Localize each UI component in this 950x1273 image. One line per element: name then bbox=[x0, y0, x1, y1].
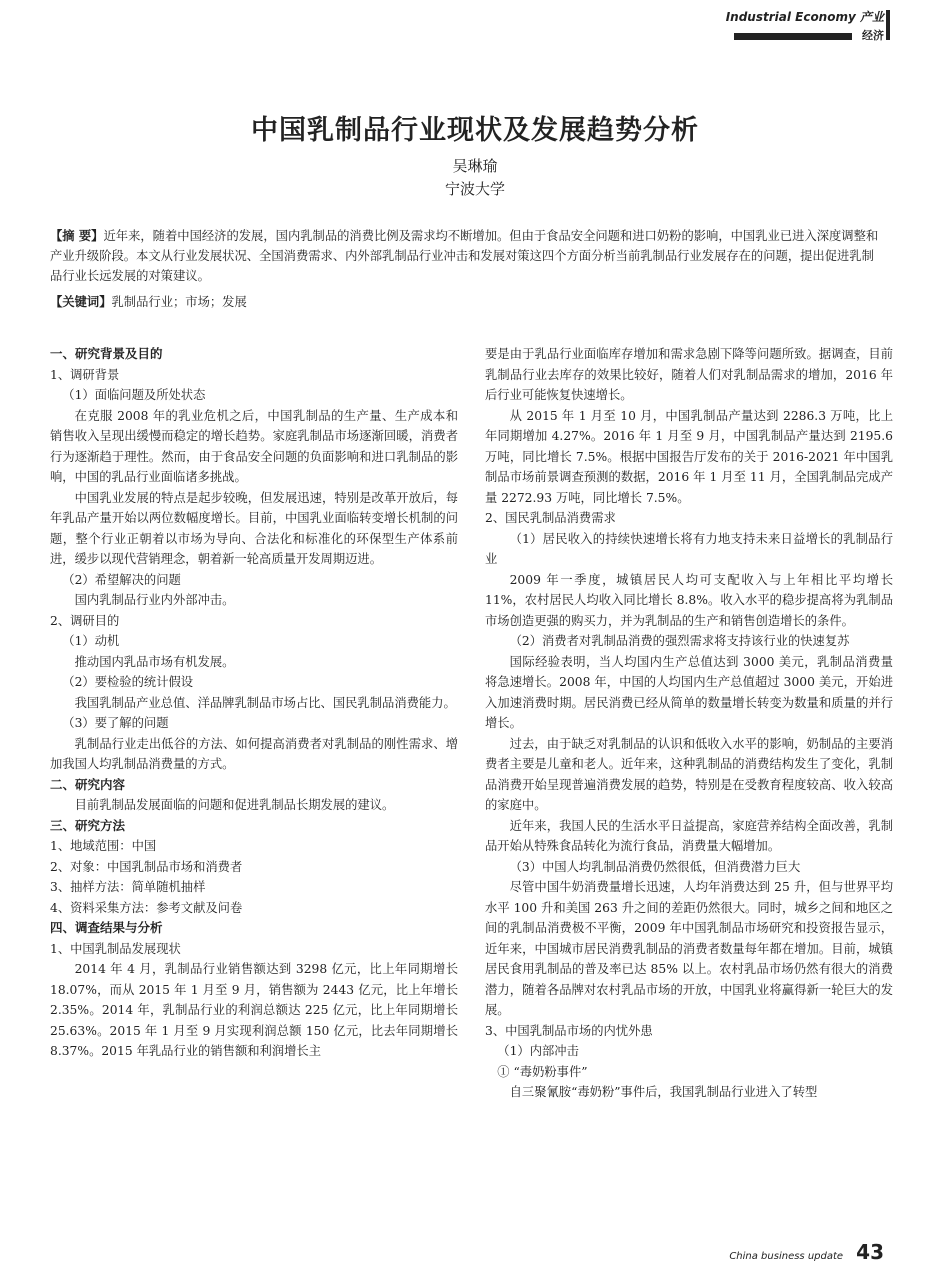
paragraph: 推动国内乳品市场有机发展。 bbox=[74, 654, 235, 669]
right-column bbox=[485, 344, 893, 1103]
subsection-heading: （1）面临问题及所处状态 bbox=[62, 388, 206, 402]
subsection-heading: 1、中国乳制品发展现状 bbox=[50, 941, 181, 956]
paragraph: 尽管中国牛奶消费量增长迅速，人均年消费达到 25 升，但与世界平均水平 100 升和美国 263 升之间的差距仍然很大。同时，城乡之间和地区之间的乳制品消费极不平衡，2009 年中国乳制品市场研究和投资报告显示，近年来，中国城市居民消费乳制品的消费者数量每年都在增加。目前，城镇居民食用乳制品的普及率已达 85% 以上。农村乳品市场仍然有很大的消费潜力，随着各品牌对农村乳品市场的开放，中国乳业将赢得新一轮巨大的发展。 bbox=[485, 880, 893, 1017]
subsection-heading: （2）要检验的统计假设 bbox=[62, 675, 194, 689]
paragraph: 过去，由于缺乏对乳制品的认识和低收入水平的影响，奶制品的主要消费者主要是儿童和老人。近年来，这种乳制品的消费结构发生了变化，乳制品消费开始呈现普遍消费发展的趋势，特别是在受教育程度较高、收入较高的家庭中。 bbox=[485, 736, 893, 812]
subsection-heading: ① “毒奶粉事件” bbox=[497, 1064, 588, 1079]
keywords-label: 【关键词】 bbox=[50, 294, 112, 309]
paragraph: 国内乳制品行业内外部冲击。 bbox=[74, 593, 235, 607]
paragraph: 2014 年 4 月，乳制品行业销售额达到 3298 亿元，比上年同期增长 18.07%，而从 2015 年 1 月至 9 月，销售额为 2443 亿元，比上年增长 2.35%。2014 年，乳制品行业的利润总额达 225 亿元，比上年同期增长 25.63%。2015 年 1 月至 9 月实现利润总额 150 亿元，比去年同期增长 8.37%。2015 年乳品行业的销售额和利润增长主 bbox=[50, 962, 458, 1058]
article-title: 中国乳制品行业现状及发展趋势分析 bbox=[251, 115, 699, 146]
subsection-heading: 2、国民乳制品消费需求 bbox=[485, 511, 616, 525]
paragraph: 在克服 2008 年的乳业危机之后，中国乳制品的生产量、生产成本和销售收入呈现出缓慢而稳定的增长趋势。家庭乳制品市场逐渐回暖，消费者行为逐渐趋于理性。然而，由于食品安全问题的负面影响和进口乳制品的影响，中国的乳品行业面临诸多挑战。 bbox=[50, 408, 458, 484]
masthead-block bbox=[886, 10, 890, 40]
subsection-heading: 2、调研目的 bbox=[50, 613, 120, 628]
section-heading: 一、研究背景及目的 bbox=[50, 346, 163, 361]
journal-name-cn-1: 产业 bbox=[859, 10, 884, 24]
left-column bbox=[50, 344, 458, 1062]
subsection-heading: 2、对象：中国乳制品市场和消费者 bbox=[50, 859, 243, 874]
author-name: 吴琳瑜 bbox=[452, 157, 498, 175]
paragraph: 从 2015 年 1 月至 10 月，中国乳制品产量达到 2286.3 万吨，比上年同期增加 4.27%。2016 年 1 月至 9 月，中国乳制品产量达到 2195.6 万吨，同比增长 7.5%。根据中国报告厅发布的关于 2016-2021 年中国乳制品市场前景调查预测的数据，2016 年 1 月至 11 月，全国乳制品完成产量 2272.93 万吨，同比增长 7.5%。 bbox=[485, 408, 893, 505]
author-affiliation: 宁波大学 bbox=[444, 180, 505, 198]
subsection-heading: 1、地域范围：中国 bbox=[50, 839, 157, 853]
subsection-heading: （2）希望解决的问题 bbox=[62, 572, 181, 587]
subsection-heading: （3）要了解的问题 bbox=[62, 716, 169, 730]
paragraph: 目前乳制品发展面临的问题和促进乳制品长期发展的建议。 bbox=[74, 798, 395, 812]
journal-masthead bbox=[726, 8, 884, 43]
paragraph: 国际经验表明，当人均国内生产总值达到 3000 美元，乳制品消费量将急速增长。2008 年，中国的人均国内生产总值超过 3000 美元，开始进入加速消费时期。居民消费已经从简单的数量增长转变为数量和质量的并行增长。 bbox=[485, 654, 893, 730]
section-heading: 二、研究内容 bbox=[50, 776, 126, 792]
subsection-heading: 3、抽样方法：简单随机抽样 bbox=[50, 880, 206, 894]
subsection-heading: 1、调研背景 bbox=[50, 367, 120, 382]
section-heading: 四、调查结果与分析 bbox=[50, 920, 163, 935]
journal-name bbox=[726, 8, 884, 25]
subsection-heading: 4、资料采集方法：参考文献及问卷 bbox=[50, 900, 243, 915]
paragraph: 自三聚氰胺“毒奶粉”事件后，我国乳制品行业进入了转型 bbox=[509, 1085, 818, 1099]
journal-section bbox=[726, 27, 884, 43]
subsection-heading: 3、中国乳制品市场的内忧外患 bbox=[485, 1023, 653, 1038]
keywords bbox=[50, 292, 885, 310]
footer-text: China business update bbox=[729, 1251, 844, 1262]
masthead-bar bbox=[734, 33, 852, 40]
paragraph: （1）居民收入的持续快速增长将有力地支持未来日益增长的乳制品行业 bbox=[485, 531, 893, 566]
section-heading: 三、研究方法 bbox=[50, 817, 126, 833]
paragraph: 2009 年一季度，城镇居民人均可支配收入与上年相比平均增长 11%，农村居民人均收入同比增长 8.8%。收入水平的稳步提高将为乳制品市场创造更强的购买力，并为乳制品的生产和销售创造增长的条件。 bbox=[485, 572, 893, 628]
subsection-heading: （1）内部冲击 bbox=[497, 1044, 579, 1058]
abstract bbox=[50, 226, 885, 286]
page-footer bbox=[729, 1240, 884, 1264]
paragraph: 近年来，我国人民的生活水平日益提高，家庭营养结构全面改善，乳制品开始从特殊食品转化为流行食品，消费量大幅增加。 bbox=[485, 818, 893, 853]
abstract-label: 【摘 要】 bbox=[50, 228, 104, 243]
paragraph: 要是由于乳品行业面临库存增加和需求急剧下降等问题所致。据调查，目前乳制品行业去库存的效果比较好，随着人们对乳制品需求的增加，2016 年后行业可能恢复快速增长。 bbox=[485, 347, 893, 402]
keywords-text: 乳制品行业；市场；发展 bbox=[111, 295, 247, 309]
abstract-text: 近年来，随着中国经济的发展，国内乳制品的消费比例及需求均不断增加。但由于食品安全问题和进口奶粉的影响，中国乳业已进入深度调整和产业升级阶段。本文从行业发展状况、全国消费需求、内外部乳制品行业冲击和发展对策这四个方面分析当前乳制品行业发展存在的问题，提出促进乳制品行业长远发展的对策建议。 bbox=[50, 229, 879, 283]
paragraph: 我国乳制品产业总值、洋品牌乳制品市场占比、国民乳制品消费能力。 bbox=[74, 695, 456, 710]
journal-name-en: Industrial Economy bbox=[725, 10, 856, 24]
subsection-heading: （1）动机 bbox=[62, 634, 120, 648]
paragraph: 中国乳业发展的特点是起步较晚，但发展迅速，特别是改革开放后，每年乳品产量开始以两位数幅度增长。目前，中国乳业面临转变增长机制的问题，整个行业正朝着以市场为导向、合法化和标准化的环保型生产体系前进，缓步以现代营销理念，朝着新一轮高质量开发周期迈进。 bbox=[50, 490, 458, 566]
paragraph: 乳制品行业走出低谷的方法、如何提高消费者对乳制品的刚性需求、增加我国人均乳制品消费量的方式。 bbox=[50, 736, 458, 771]
page-number: 43 bbox=[856, 1240, 884, 1264]
paragraph: （3）中国人均乳制品消费仍然很低，但消费潜力巨大 bbox=[509, 859, 801, 874]
journal-name-cn-2: 经济 bbox=[862, 29, 884, 42]
paragraph: （2）消费者对乳制品消费的强烈需求将支持该行业的快速复苏 bbox=[509, 634, 850, 648]
